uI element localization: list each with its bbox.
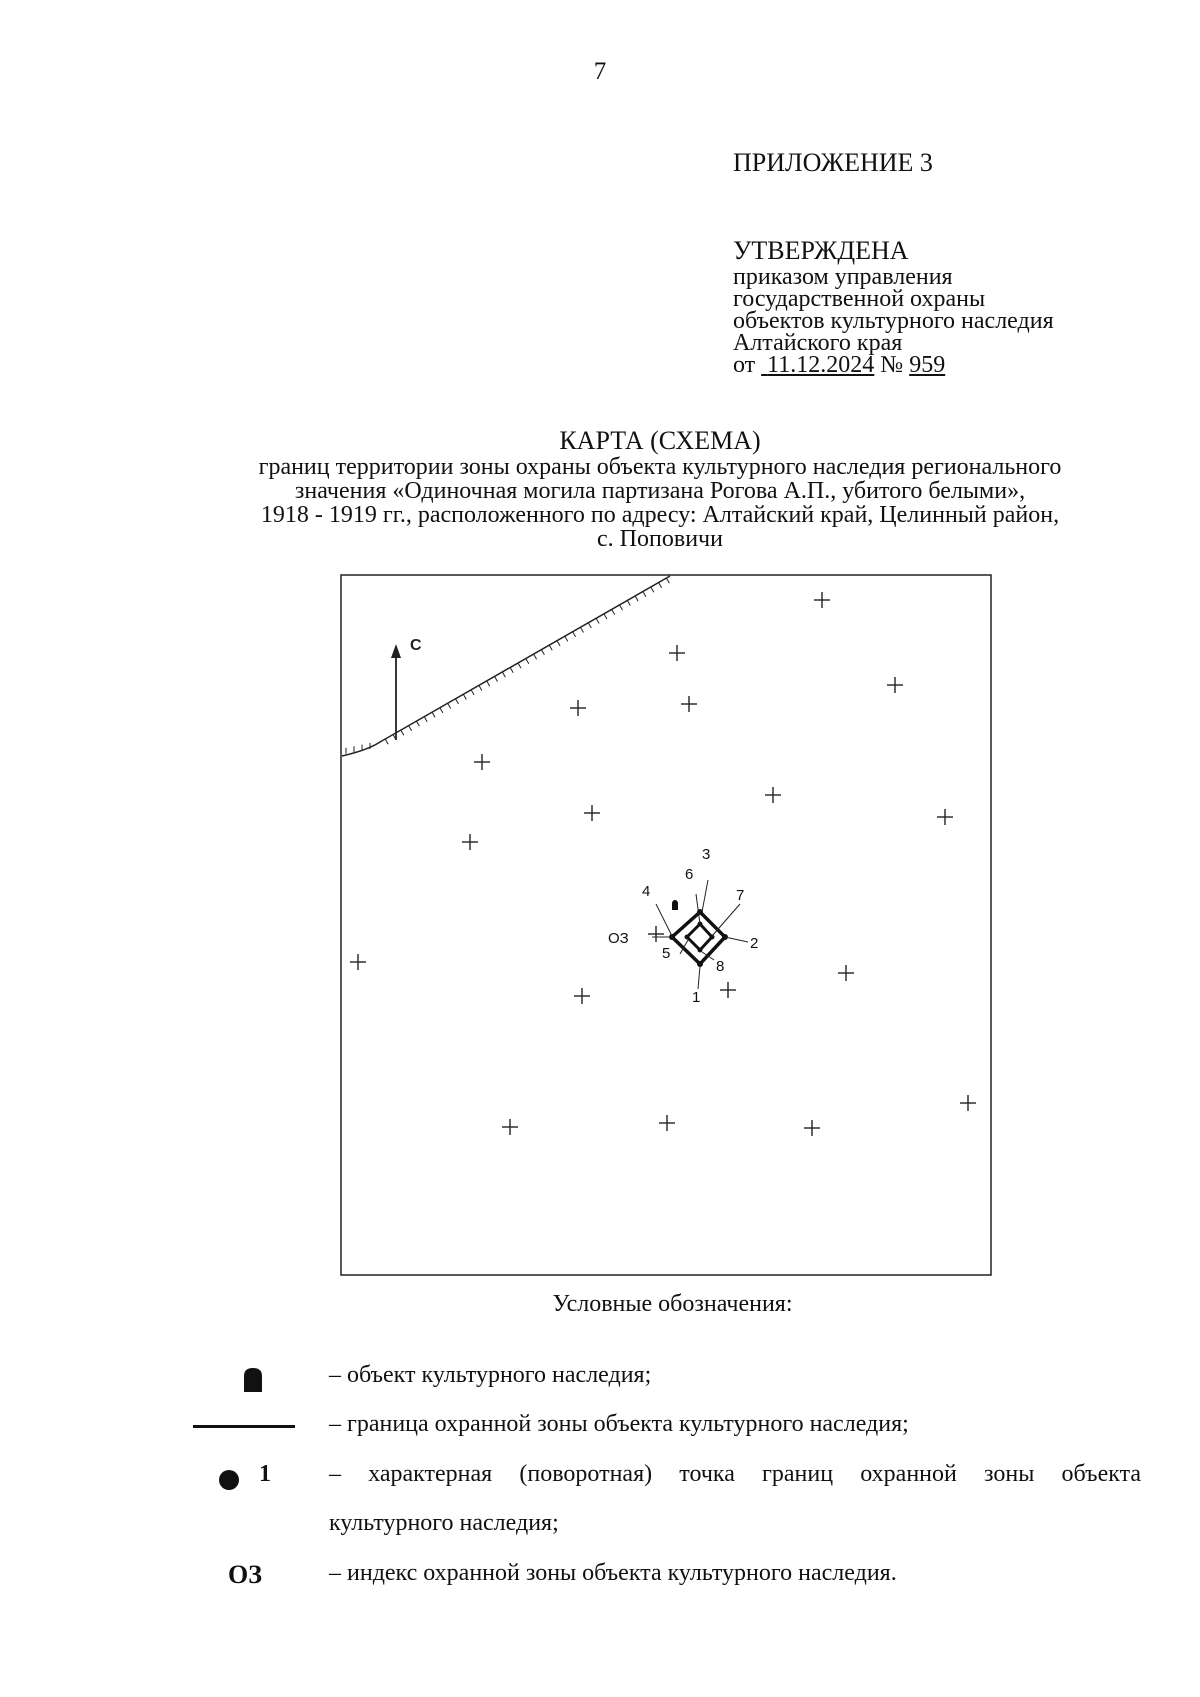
- north-arrow-icon: [391, 644, 401, 740]
- approval-line: государственной охраны: [733, 286, 986, 312]
- point-label-7: 7: [736, 887, 745, 904]
- legend-text: культурного наследия;: [329, 1510, 559, 1536]
- page-number: 7: [593, 58, 607, 85]
- grid-cross: [838, 965, 854, 981]
- point-label-6: 6: [685, 866, 694, 883]
- point-label-1: 1: [692, 989, 701, 1006]
- approval-date: 11.12.2024: [767, 352, 875, 378]
- grid-cross: [887, 677, 903, 693]
- boundary-point-8: [698, 948, 703, 953]
- grid-cross: [648, 926, 664, 942]
- appendix-title: ПРИЛОЖЕНИЕ 3: [733, 148, 933, 177]
- legend-text: – индекс охранной зоны объекта культурного наследия.: [329, 1560, 897, 1586]
- zone-boundary-outer: [672, 912, 725, 964]
- point-label-3: 3: [702, 846, 711, 863]
- monument-icon: [242, 1366, 264, 1392]
- date-prefix: от: [733, 352, 756, 378]
- map-title: КАРТА (СХЕМА): [559, 426, 761, 455]
- boundary-point-5: [685, 935, 690, 940]
- grid-crosses: [350, 592, 976, 1136]
- point-label-2: 2: [750, 935, 759, 952]
- boundary-line-symbol: [193, 1425, 295, 1428]
- grid-cross: [960, 1095, 976, 1111]
- protection-zone: [652, 880, 748, 989]
- north-label: С: [410, 637, 422, 654]
- grid-cross: [350, 954, 366, 970]
- map-description-line: границ территории зоны охраны объекта культурного наследия регионального: [258, 454, 1062, 480]
- grid-cross: [570, 700, 586, 716]
- grid-cross: [584, 805, 600, 821]
- point-label-4: 4: [642, 883, 651, 900]
- legend-text: – характерная (поворотная) точка границ охранной зоны объекта: [329, 1461, 1141, 1487]
- grid-cross: [502, 1119, 518, 1135]
- grid-cross: [474, 754, 490, 770]
- grid-cross: [659, 1115, 675, 1131]
- approval-date-line: [733, 354, 1173, 376]
- approval-block: [733, 148, 1173, 376]
- approval-line: приказом управления: [733, 264, 953, 290]
- approval-line: Алтайского края: [733, 330, 903, 356]
- point-marker-icon: [219, 1470, 239, 1490]
- grid-cross: [814, 592, 830, 608]
- approval-number: 959: [909, 352, 946, 378]
- approved-title: УТВЕРЖДЕНА: [733, 236, 909, 265]
- grid-cross: [462, 834, 478, 850]
- grid-cross: [574, 988, 590, 1004]
- legend-title: Условные обозначения:: [552, 1291, 793, 1317]
- legend-text: – объект культурного наследия;: [329, 1362, 652, 1388]
- map-heading: [170, 427, 1150, 551]
- monument-icon: [672, 900, 678, 910]
- legend-text: – граница охранной зоны объекта культурного наследия;: [329, 1411, 909, 1437]
- point-marker-label: 1: [259, 1461, 271, 1487]
- grid-cross: [804, 1120, 820, 1136]
- grid-cross: [681, 696, 697, 712]
- map-scheme: [340, 574, 992, 1276]
- zone-index-symbol: ОЗ: [228, 1560, 262, 1589]
- grid-cross: [720, 982, 736, 998]
- number-sign: №: [880, 352, 904, 378]
- point-label-5: 5: [662, 945, 671, 962]
- approval-line: объектов культурного наследия: [733, 308, 1054, 334]
- slope-line: [342, 576, 670, 756]
- map-description-line: с. Поповичи: [597, 526, 723, 552]
- map-description-line: 1918 - 1919 гг., расположенного по адресу: Алтайский край, Целинный район,: [260, 502, 1060, 528]
- grid-cross: [669, 645, 685, 661]
- grid-cross: [937, 809, 953, 825]
- map-description-line: значения «Одиночная могила партизана Рогова А.П., убитого белыми»,: [294, 478, 1026, 504]
- grid-cross: [765, 787, 781, 803]
- point-label-8: 8: [716, 958, 725, 975]
- zone-index-label: ОЗ: [608, 930, 629, 947]
- zone-boundary-inner: [687, 924, 712, 950]
